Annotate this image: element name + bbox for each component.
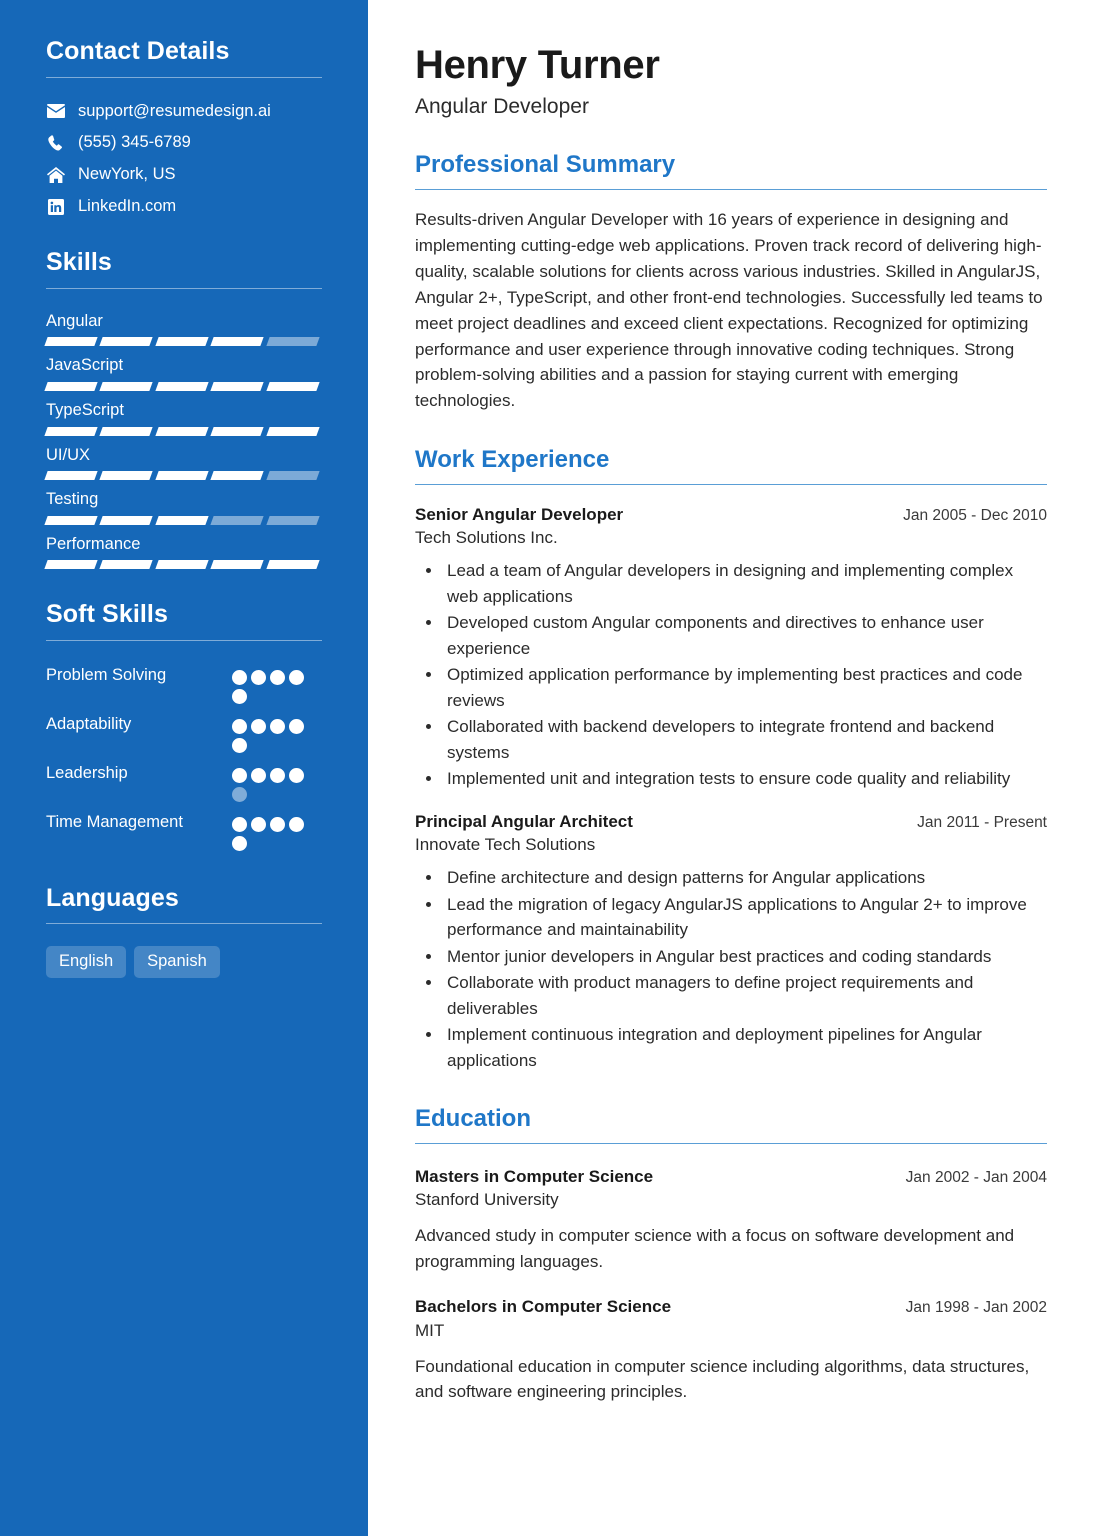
education-description: Advanced study in computer science with a focus on software development and programming languages.: [415, 1226, 1015, 1271]
contact-item-phone[interactable]: [46, 131, 322, 155]
soft-skills-heading-divider: [46, 640, 322, 641]
degree-title: Masters in Computer Science: [415, 1167, 654, 1187]
skill-bar-segment: [211, 516, 265, 525]
rating-dot: [232, 670, 247, 685]
rating-dot: [251, 670, 266, 685]
rating-dot: [251, 817, 266, 832]
rating-dot: [251, 719, 266, 734]
skill-label: Performance: [46, 534, 141, 553]
soft-skill-rating-dots: [232, 663, 314, 704]
rating-dot: [232, 787, 247, 802]
soft-skill-label: Problem Solving: [46, 665, 167, 684]
skill-bar-segment: [211, 560, 265, 569]
company-name: Tech Solutions Inc.: [415, 528, 558, 548]
contact-details-section: [46, 38, 322, 219]
job-responsibility-item: • Lead a team of Angular developers in designing and implementing complex web applications: [443, 558, 1047, 609]
skill-bar-segment: [266, 471, 320, 480]
rating-dot: [289, 719, 304, 734]
job-responsibility-list: [443, 558, 1047, 792]
soft-skill-label: Leadership: [46, 763, 128, 782]
skills-list: [46, 311, 322, 570]
skill-bar-segment: [100, 516, 154, 525]
skill-level-bar: [46, 471, 318, 480]
education-description: Foundational education in computer science including algorithms, data structures, and software engineering principles.: [415, 1356, 1030, 1402]
education-entry: [415, 1296, 1047, 1404]
work-experience-heading: Work Experience: [415, 446, 610, 474]
school-name: MIT: [415, 1320, 445, 1340]
work-entry-list: [415, 504, 1047, 1073]
soft-skill-item: [46, 712, 322, 753]
skill-bar-segment: [211, 471, 265, 480]
job-responsibility-item: • Lead the migration of legacy AngularJS applications to Angular 2+ to improve performance and maintainability: [443, 892, 1047, 943]
skill-label: UI/UX: [46, 445, 91, 464]
rating-dot: [270, 670, 285, 685]
skill-level-bar: [46, 516, 318, 525]
skill-bar-segment: [100, 560, 154, 569]
job-responsibility-item: • Developed custom Angular components and directives to enhance user experience: [443, 610, 1047, 661]
rating-dot: [232, 836, 247, 851]
skill-item: [46, 534, 322, 570]
linkedin-icon: [46, 199, 65, 215]
school-name: Stanford University: [415, 1190, 559, 1210]
skill-bar-segment: [266, 337, 320, 346]
skill-bar-segment: [211, 337, 265, 346]
soft-skill-item: [46, 810, 322, 851]
contact-item-email[interactable]: [46, 100, 322, 124]
skill-bar-segment: [155, 471, 209, 480]
skills-heading: Skills: [46, 248, 112, 277]
skill-bar-segment: [266, 560, 320, 569]
contact-email-value: support@resumedesign.ai: [78, 101, 271, 120]
soft-skill-rating-dots: [232, 810, 314, 851]
contact-item-linkedin[interactable]: [46, 195, 322, 219]
skill-bar-segment: [100, 337, 154, 346]
work-experience-section: [415, 446, 1047, 1073]
education-divider: [415, 1143, 1047, 1145]
skill-level-bar: [46, 382, 318, 391]
rating-dot: [289, 768, 304, 783]
languages-heading: Languages: [46, 883, 179, 912]
work-entry: [415, 504, 1047, 792]
phone-icon: [46, 135, 65, 152]
work-entry-header: [415, 504, 1047, 526]
skill-bar-segment: [100, 382, 154, 391]
skill-bar-segment: [155, 516, 209, 525]
rating-dot: [232, 689, 247, 704]
job-responsibility-item: • Implement continuous integration and deployment pipelines for Angular applications: [443, 1022, 1047, 1073]
contact-details-heading: Contact Details: [46, 37, 230, 65]
skill-bar-segment: [266, 382, 320, 391]
rating-dot: [232, 768, 247, 783]
job-responsibility-item: • Define architecture and design patterns for Angular applications: [443, 865, 1047, 891]
company-name: Innovate Tech Solutions: [415, 835, 596, 855]
job-date-range: Jan 2005 - Dec 2010: [903, 507, 1047, 525]
language-tag[interactable]: English: [46, 946, 126, 978]
rating-dot: [289, 670, 304, 685]
skill-bar-segment: [155, 337, 209, 346]
rating-dot: [270, 719, 285, 734]
job-title: Principal Angular Architect: [415, 811, 633, 831]
contact-linkedin-value: LinkedIn.com: [78, 197, 177, 216]
contact-list: [46, 100, 322, 220]
education-date-range: Jan 1998 - Jan 2002: [905, 1299, 1047, 1317]
skill-bar-segment: [44, 471, 98, 480]
education-entry-header: [415, 1296, 1047, 1318]
rating-dot: [251, 768, 266, 783]
skill-level-bar: [46, 427, 318, 436]
skill-bar-segment: [44, 516, 98, 525]
candidate-role: Angular Developer: [415, 95, 589, 119]
education-entry-list: [415, 1166, 1047, 1404]
rating-dot: [232, 719, 247, 734]
rating-dot: [289, 817, 304, 832]
work-entry: [415, 811, 1047, 1073]
skills-section: [46, 249, 322, 569]
skill-item: [46, 355, 322, 391]
skill-label: Testing: [46, 490, 99, 509]
soft-skill-label: Time Management: [46, 812, 183, 831]
soft-skills-list: [46, 663, 322, 851]
skill-item: [46, 311, 322, 347]
skill-level-bar: [46, 337, 318, 346]
contact-location-value: NewYork, US: [78, 165, 176, 184]
education-heading: Education: [415, 1105, 532, 1133]
home-icon: [46, 167, 65, 183]
skill-bar-segment: [211, 427, 265, 436]
job-responsibility-item: • Mentor junior developers in Angular best practices and coding standards: [443, 944, 1047, 970]
skill-level-bar: [46, 560, 318, 569]
job-title: Senior Angular Developer: [415, 505, 624, 525]
job-responsibility-list: [443, 865, 1047, 1073]
job-responsibility-item: • Optimized application performance by implementing best practices and code reviews: [443, 662, 1047, 713]
skill-label: JavaScript: [46, 356, 124, 375]
languages-section: [46, 885, 322, 978]
work-experience-divider: [415, 484, 1047, 486]
professional-summary-divider: [415, 189, 1047, 191]
skill-label: Angular: [46, 311, 103, 330]
skill-bar-segment: [155, 427, 209, 436]
skill-bar-segment: [211, 382, 265, 391]
contact-heading-divider: [46, 77, 322, 78]
professional-summary-heading: Professional Summary: [415, 151, 676, 179]
job-responsibility-item: • Collaborated with backend developers to integrate frontend and backend systems: [443, 714, 1047, 765]
skill-bar-segment: [44, 337, 98, 346]
skill-bar-segment: [155, 382, 209, 391]
soft-skill-rating-dots: [232, 712, 314, 753]
work-entry-header: [415, 811, 1047, 833]
skill-bar-segment: [44, 427, 98, 436]
sidebar: [0, 0, 368, 1536]
job-responsibility-item: • Collaborate with product managers to define project requirements and deliverables: [443, 970, 1047, 1021]
skill-bar-segment: [266, 427, 320, 436]
skill-bar-segment: [100, 427, 154, 436]
candidate-name: Henry Turner: [415, 43, 660, 87]
main-content: [368, 0, 1095, 1536]
contact-item-location[interactable]: [46, 163, 322, 187]
skill-bar-segment: [44, 560, 98, 569]
professional-summary-text: Results-driven Angular Developer with 16 years of experience in designing and implementing cutting-edge web applications. Proven track record of delivering high-quality, scalable solutions for clients across various industries. Skilled in AngularJS, Angular 2+, TypeScript, and other front-end technologies. Successfully led teams to meet project deadlines and exceed client expectations. Recognized for optimizing performance and user experience through innovative coding techniques. Strong problem-solving abilities and a passion for staying current with emerging technologies.: [415, 210, 1043, 411]
education-date-range: Jan 2002 - Jan 2004: [905, 1169, 1047, 1187]
rating-dot: [270, 768, 285, 783]
contact-phone-value: (555) 345-6789: [78, 133, 191, 152]
job-date-range: Jan 2011 - Present: [917, 813, 1047, 831]
skill-item: [46, 489, 322, 525]
skill-bar-segment: [155, 560, 209, 569]
languages-heading-divider: [46, 923, 322, 924]
soft-skill-item: [46, 761, 322, 802]
skill-bar-segment: [44, 382, 98, 391]
envelope-icon: [46, 104, 65, 118]
rating-dot: [232, 738, 247, 753]
rating-dot: [232, 817, 247, 832]
soft-skill-item: [46, 663, 322, 704]
skill-label: TypeScript: [46, 400, 124, 419]
education-section: [415, 1105, 1047, 1405]
language-tag-list: [46, 946, 322, 978]
skill-item: [46, 445, 322, 481]
degree-title: Bachelors in Computer Science: [415, 1297, 672, 1317]
skill-bar-segment: [100, 471, 154, 480]
skill-bar-segment: [266, 516, 320, 525]
rating-dot: [270, 817, 285, 832]
skills-heading-divider: [46, 288, 322, 289]
education-entry-header: [415, 1166, 1047, 1188]
skill-item: [46, 400, 322, 436]
job-responsibility-item: • Implemented unit and integration tests to ensure code quality and reliability: [443, 766, 1047, 792]
language-tag[interactable]: Spanish: [134, 946, 220, 978]
education-entry: [415, 1166, 1047, 1274]
soft-skills-section: [46, 601, 322, 851]
soft-skill-rating-dots: [232, 761, 314, 802]
soft-skills-heading: Soft Skills: [46, 600, 168, 629]
professional-summary-section: [415, 151, 1047, 414]
soft-skill-label: Adaptability: [46, 714, 132, 733]
